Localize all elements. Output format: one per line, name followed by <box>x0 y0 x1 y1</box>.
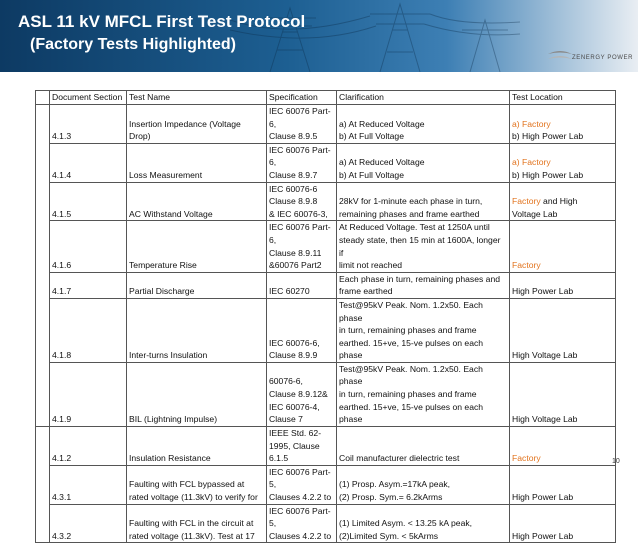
table-row <box>36 182 616 221</box>
cell-line: &60076 Part2 <box>269 260 322 271</box>
cell-specification <box>267 105 337 144</box>
header-test-name: Test Name <box>127 91 267 105</box>
cell-line: Clause 8.9.9 <box>269 350 318 361</box>
cell-specification <box>267 221 337 272</box>
cell-line: Coil manufacturer dielectric test <box>339 453 460 464</box>
cell-specification <box>267 182 337 221</box>
cell-line: Clause 7 <box>269 414 303 425</box>
group-header-cell <box>36 91 50 105</box>
cell-line: frame earthed <box>339 286 393 297</box>
cell-line: Clauses 4.2.2 to <box>269 492 332 503</box>
cell-line: Clause 8.9.7 <box>269 169 318 180</box>
cell-section: 4.3.1 <box>50 465 127 504</box>
cell-test-location <box>510 298 616 362</box>
cell-test-location <box>510 105 616 144</box>
cell-clarification <box>337 362 510 426</box>
cell-section: 4.1.8 <box>50 298 127 362</box>
slide-header <box>0 0 638 72</box>
special-tests-group-label <box>36 426 50 543</box>
location-text: and High <box>540 196 578 207</box>
header-clarification: Clarification <box>337 91 510 105</box>
cell-test-location <box>510 272 616 298</box>
cell-line: earthed. 15+ve, 15-ve pulses on each <box>339 337 484 348</box>
cell-test-location <box>510 465 616 504</box>
cell-clarification <box>337 426 510 465</box>
location-text: High Power Lab <box>512 530 574 541</box>
table-row <box>36 426 616 465</box>
location-text: High Power Lab <box>512 492 574 503</box>
cell-section: 4.1.2 <box>50 426 127 465</box>
location-text: Factory <box>512 260 541 271</box>
cell-line: Each phase in turn, remaining phases and <box>339 273 500 284</box>
cell-clarification <box>337 143 510 182</box>
cell-line: IEC 60076 Part-5, <box>269 466 331 490</box>
cell-line: At Reduced Voltage. Test at 1250A until <box>339 222 490 233</box>
cell-line: 1995, Clause <box>269 440 320 451</box>
zenergy-logo-icon <box>546 50 574 64</box>
header-specification: Specification <box>267 91 337 105</box>
cell-specification <box>267 272 337 298</box>
cell-specification <box>267 298 337 362</box>
cell-test-location <box>510 362 616 426</box>
location-text: High Voltage Lab <box>512 350 578 361</box>
cell-line: Clause 8.9.8 <box>269 196 318 207</box>
cell-line: 60076-6, <box>269 376 303 387</box>
cell-test-location <box>510 504 616 543</box>
cell-line: & IEC 60076-3, <box>269 208 328 219</box>
table-row <box>36 105 616 144</box>
location-text: a) Factory <box>512 157 551 168</box>
cell-clarification <box>337 105 510 144</box>
cell-test-name <box>127 465 267 504</box>
cell-line: IEC 60076-6 <box>269 183 318 194</box>
cell-line: (1) Limited Asym. < 13.25 kA peak, <box>339 518 473 529</box>
test-protocol-table <box>35 90 616 543</box>
cell-line: IEC 60076 Part-6, <box>269 222 331 245</box>
cell-specification <box>267 426 337 465</box>
cell-test-name: Partial Discharge <box>127 272 267 298</box>
cell-specification <box>267 465 337 504</box>
cell-test-name: Loss Measurement <box>127 143 267 182</box>
cell-line: IEC 60076 Part-6, <box>269 144 331 168</box>
cell-clarification <box>337 221 510 272</box>
cell-line: b) At Full Voltage <box>339 131 404 142</box>
cell-clarification <box>337 504 510 543</box>
location-text: High Voltage Lab <box>512 414 578 425</box>
location-text: b) High Power Lab <box>512 169 584 180</box>
cell-clarification <box>337 298 510 362</box>
table-row <box>36 504 616 543</box>
cell-line: 28kV for 1-minute each phase in turn, <box>339 196 483 207</box>
cell-section: 4.1.3 <box>50 105 127 144</box>
table-row <box>36 362 616 426</box>
cell-test-name <box>127 504 267 543</box>
cell-section: 4.1.5 <box>50 182 127 221</box>
table-row <box>36 143 616 182</box>
page-number: 10 <box>612 458 620 465</box>
location-text: b) High Power Lab <box>512 131 584 142</box>
cell-line: Test@95kV Peak. Nom. 1.2x50. Each phase <box>339 299 483 323</box>
cell-specification <box>267 143 337 182</box>
table-row <box>36 272 616 298</box>
cell-line: Clause 8.9.12& <box>269 389 328 400</box>
cell-line: remaining phases and frame earthed <box>339 208 480 219</box>
location-text: Factory <box>512 453 541 464</box>
cell-test-location <box>510 221 616 272</box>
cell-line: Clauses 4.2.2 to <box>269 530 332 541</box>
cell-line: a) At Reduced Voltage <box>339 157 425 168</box>
table-row <box>36 465 616 504</box>
cell-line: (2)Limited Sym. < 5kArms <box>339 530 439 541</box>
cell-test-name: Insertion Impedance (Voltage Drop) <box>127 105 267 144</box>
location-text: Factory <box>512 196 541 207</box>
cell-test-name: Temperature Rise <box>127 221 267 272</box>
cell-line: IEC 60076 Part-6, <box>269 106 331 129</box>
cell-line: a) At Reduced Voltage <box>339 118 425 129</box>
header-document-section: Document Section <box>50 91 127 105</box>
cell-line: in turn, remaining phases and frame <box>339 389 477 400</box>
slide-title: ASL 11 kV MFCL First Test Protocol <box>18 12 306 31</box>
cell-line: rated voltage (11.3kV). Test at 17 <box>129 530 255 541</box>
cell-line: Clause 8.9.11 <box>269 247 322 258</box>
cell-line: Clause 8.9.5 <box>269 131 318 142</box>
cell-clarification <box>337 465 510 504</box>
cell-test-location <box>510 426 616 465</box>
location-text: High Power Lab <box>512 286 574 297</box>
cell-test-name: Insulation Resistance <box>127 426 267 465</box>
cell-line: (2) Prosp. Sym.= 6.2kArms <box>339 492 443 503</box>
cell-specification <box>267 504 337 543</box>
cell-line: limit not reached <box>339 260 403 271</box>
table-header-row <box>36 91 616 105</box>
cell-line: b) At Full Voltage <box>339 169 404 180</box>
cell-line: phase <box>339 414 363 425</box>
cell-specification <box>267 362 337 426</box>
power-line-towers-graphic <box>230 0 520 72</box>
cell-line: phase <box>339 350 363 361</box>
cell-section: 4.1.9 <box>50 362 127 426</box>
cell-line: IEEE Std. 62- <box>269 428 322 439</box>
cell-clarification <box>337 272 510 298</box>
cell-test-name: Inter-turns Insulation <box>127 298 267 362</box>
cell-line: 6.1.5 <box>269 453 289 464</box>
cell-section: 4.1.7 <box>50 272 127 298</box>
cell-line: Faulting with FCL bypassed at <box>129 479 245 490</box>
table-row <box>36 298 616 362</box>
location-text: a) Factory <box>512 118 551 129</box>
cell-line: steady state, then 15 min at 1600A, longer if <box>339 234 501 258</box>
header-test-location: Test Location <box>510 91 616 105</box>
cell-line: (1) Prosp. Asym.=17kA peak, <box>339 479 451 490</box>
cell-section: 4.3.2 <box>50 504 127 543</box>
routine-tests-group-label <box>36 105 50 427</box>
cell-clarification <box>337 182 510 221</box>
slide-subtitle: (Factory Tests Highlighted) <box>30 36 236 53</box>
cell-line: Faulting with FCL in the circuit at <box>129 518 254 529</box>
table-row <box>36 221 616 272</box>
cell-line: Test@95kV Peak. Nom. 1.2x50. Each phase <box>339 363 483 387</box>
location-text: Voltage Lab <box>512 208 558 219</box>
cell-test-location <box>510 182 616 221</box>
cell-line: IEC 60076-6, <box>269 337 320 348</box>
cell-line: earthed. 15+ve, 15-ve pulses on each <box>339 401 484 412</box>
cell-test-location <box>510 143 616 182</box>
cell-line: rated voltage (11.3kV) to verify for <box>129 492 258 503</box>
cell-line: IEC 60270 <box>269 286 310 297</box>
cell-line: IEC 60076 Part-5, <box>269 505 331 529</box>
company-logo <box>546 50 634 68</box>
cell-test-name: AC Withstand Voltage <box>127 182 267 221</box>
cell-line: in turn, remaining phases and frame <box>339 325 477 336</box>
cell-test-name: BIL (Lightning Impulse) <box>127 362 267 426</box>
cell-line: IEC 60076-4, <box>269 401 320 412</box>
cell-section: 4.1.4 <box>50 143 127 182</box>
logo-text: ZENERGY POWER <box>572 55 634 61</box>
cell-section: 4.1.6 <box>50 221 127 272</box>
